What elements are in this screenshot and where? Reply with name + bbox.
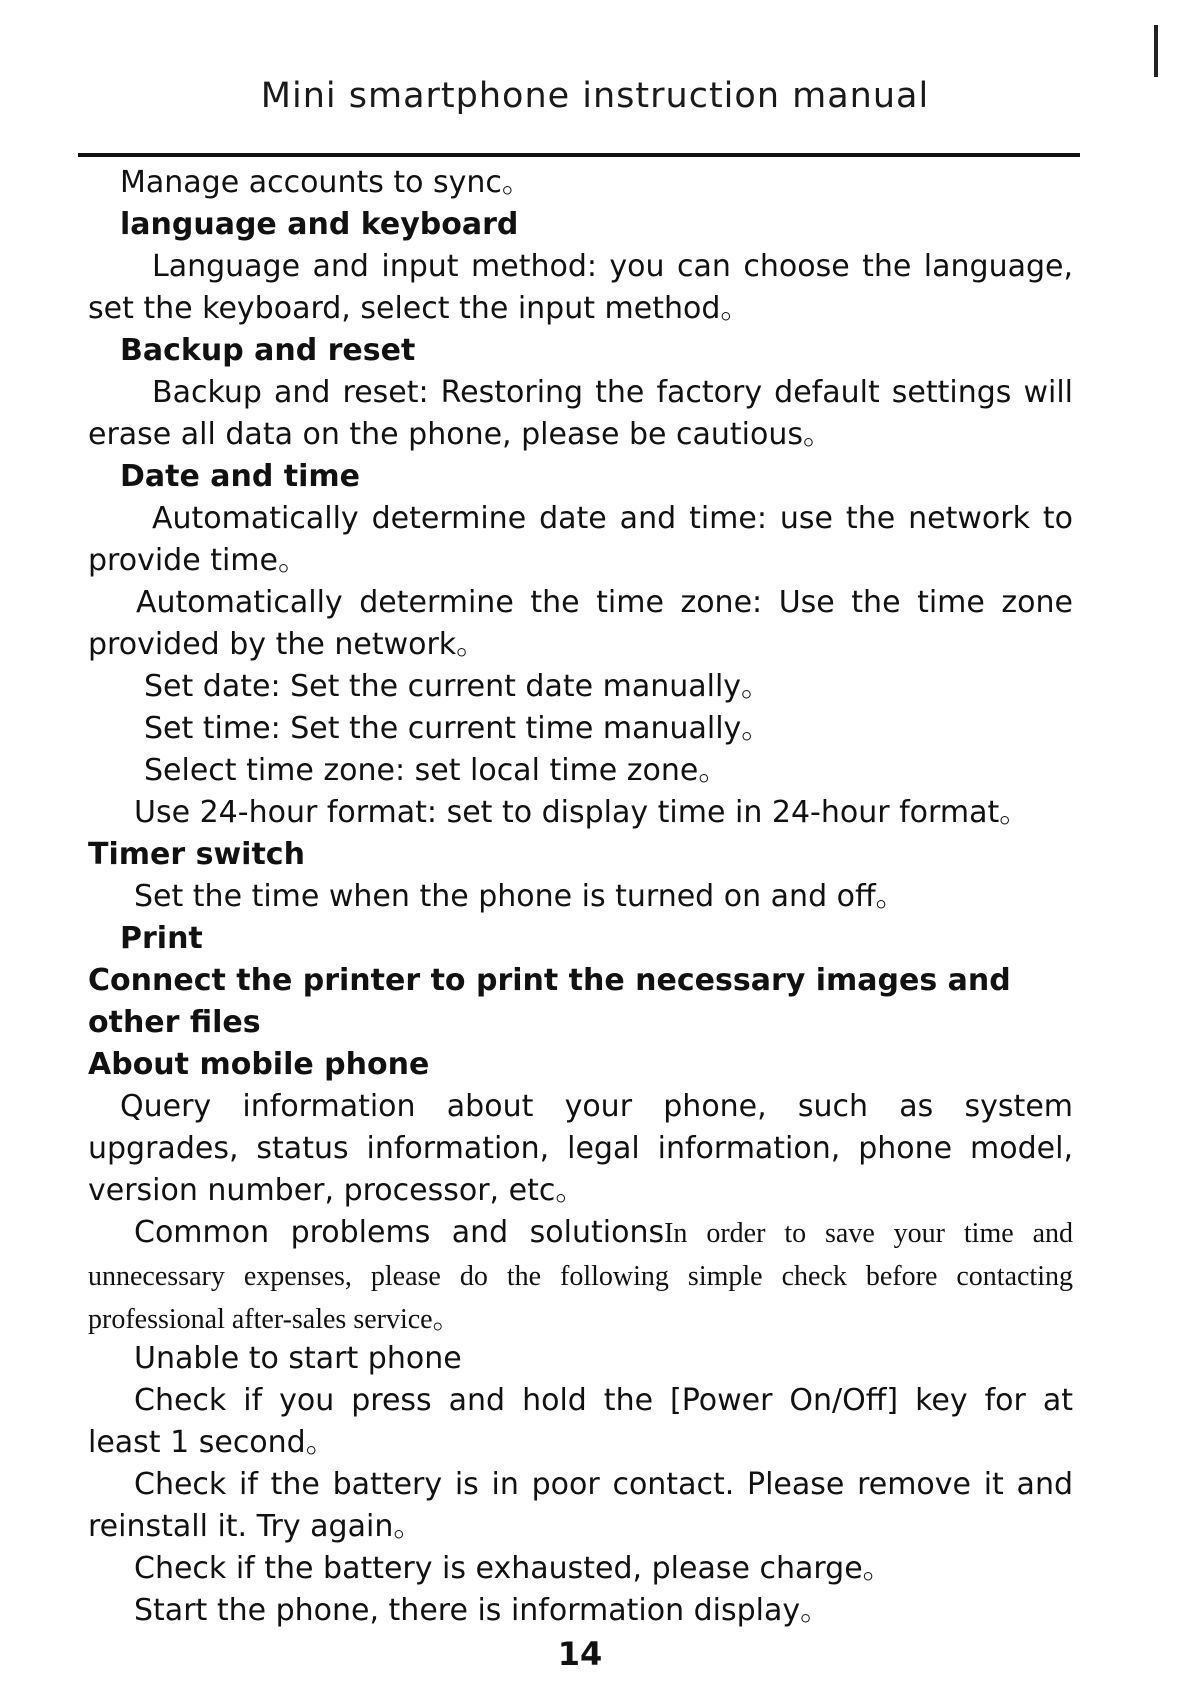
backup-heading: Backup and reset	[120, 333, 416, 368]
set-time-text: Set time: Set the current time manually。	[144, 711, 772, 746]
unable-start-text: Unable to start phone	[134, 1341, 462, 1376]
manual-content	[88, 162, 1073, 1632]
header-rule	[78, 153, 1080, 157]
page-number: 14	[557, 1635, 603, 1673]
print-heading: Print	[120, 921, 203, 956]
language-heading: language and keyboard	[120, 207, 519, 242]
check-contact-text: Check if the battery is in poor contact. Please remove it and reinstall it. Try again。	[88, 1467, 1073, 1544]
date-heading: Date and time	[120, 459, 361, 494]
timer-body: Set the time when the phone is turned on and off。	[134, 879, 906, 914]
use-24-text: Use 24-hour format: set to display time in 24-hour format。	[134, 795, 1030, 830]
print-body: Connect the printer to print the necessary images and other files	[88, 963, 1011, 1040]
auto-date-text: Automatically determine date and time: use the network to provide time。	[88, 501, 1073, 578]
about-heading: About mobile phone	[88, 1047, 430, 1082]
about-body: Query information about your phone, such as system upgrades, status information, legal information, phone model, version number, processor, etc。	[88, 1089, 1073, 1208]
auto-zone-text: Automatically determine the time zone: Use the time zone provided by the network。	[88, 585, 1073, 662]
timer-heading: Timer switch	[88, 837, 305, 872]
language-body: Language and input method: you can choose the language, set the keyboard, select the input method。	[88, 249, 1073, 326]
page-header-title: Mini smartphone instruction manual	[260, 76, 930, 116]
start-display-text: Start the phone, there is information display。	[134, 1593, 831, 1628]
common-problems-paragraph	[88, 1212, 1073, 1338]
select-zone-text: Select time zone: set local time zone。	[144, 753, 729, 788]
check-power-text: Check if you press and hold the [Power On/Off] key for at least 1 second。	[88, 1383, 1073, 1460]
manage-accounts-text: Manage accounts to sync。	[120, 165, 532, 200]
set-date-text: Set date: Set the current date manually。	[144, 669, 772, 704]
check-exhausted-text: Check if the battery is exhausted, please charge。	[134, 1551, 893, 1586]
backup-body: Backup and reset: Restoring the factory default settings will erase all data on the phone, please be cautious。	[88, 375, 1073, 452]
page-edge-mark	[1154, 25, 1158, 77]
common-problems-prefix: Common problems and solutions	[134, 1215, 665, 1250]
common-problems-body: In order to save your time and unnecessary expenses, please do the following simple check before contacting professional after-sales service。	[88, 1218, 1074, 1335]
